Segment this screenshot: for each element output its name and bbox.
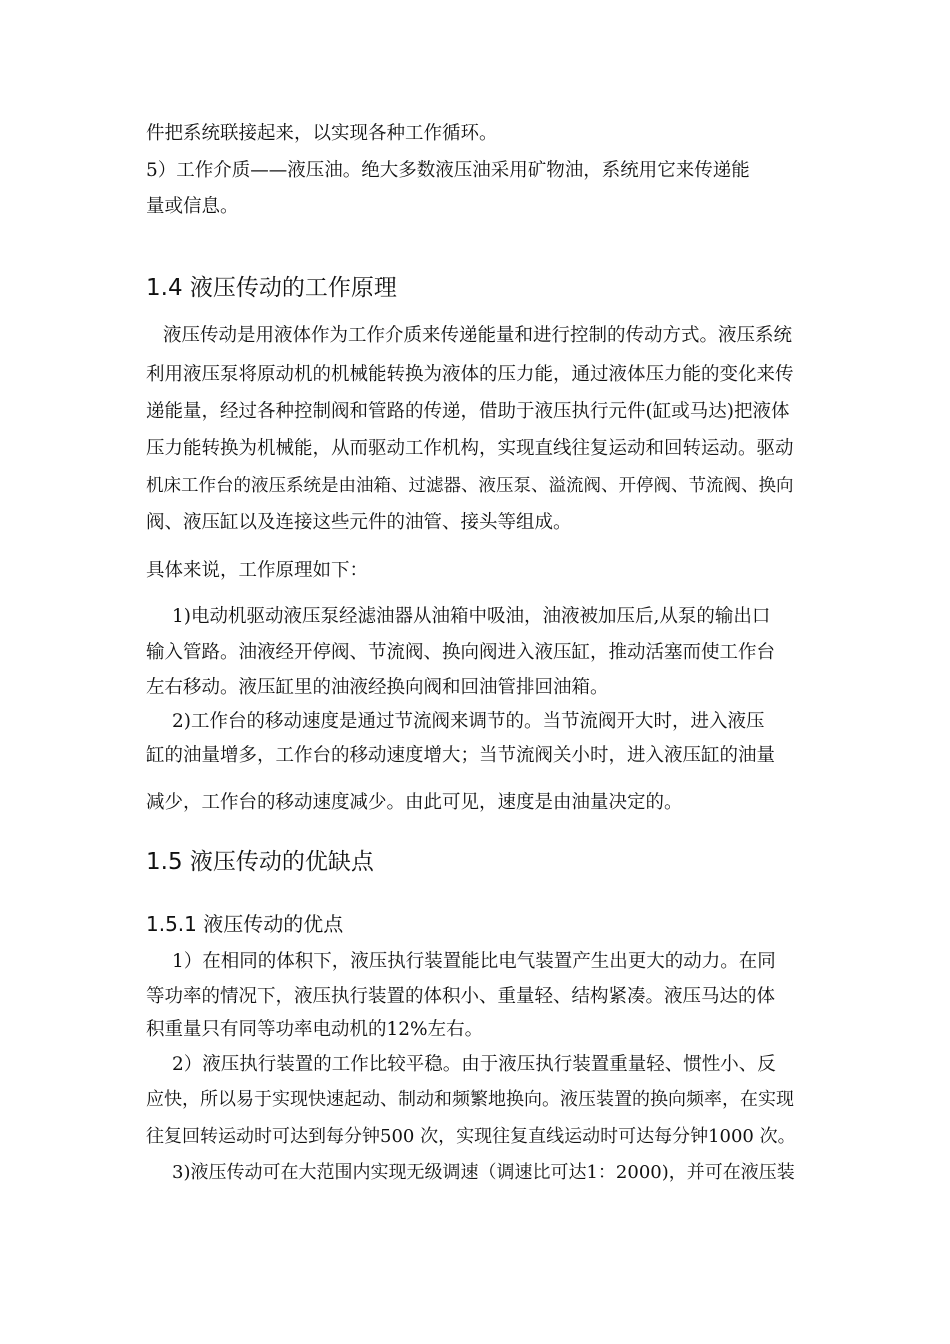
s14-p1-line-4: 压力能转换为机械能，从而驱动工作机构，实现直线往复运动和回转运动。驱动: [146, 438, 794, 459]
s151-p2-line-3: 往复回转运动时可达到每分钟500 次，实现往复直线运动时可达每分钟1000 次。: [146, 1126, 796, 1147]
s151-p1-line-2: 等功率的情况下，液压执行装置的体积小、重量轻、结构紧凑。液压马达的体: [146, 986, 776, 1007]
s14-p4-line-2: 缸的油量增多，工作台的移动速度增大；当节流阀关小时，进入液压缸的油量: [146, 745, 776, 766]
s14-p4-line-1: 2)工作台的移动速度是通过节流阀来调节的。当节流阀开大时，进入液压: [172, 711, 765, 732]
s14-p3-line-2: 输入管路。油液经开停阀、节流阀、换向阀进入液压缸，推动活塞而使工作台: [146, 642, 776, 663]
s151-p3-line-1: 3)液压传动可在大范围内实现无级调速（调速比可达1：2000)，并可在液压装: [172, 1162, 795, 1183]
s14-p4-line-3: 减少，工作台的移动速度减少。由此可见，速度是由油量决定的。: [146, 792, 683, 813]
s151-p1-line-3: 积重量只有同等功率电动机的12%左右。: [146, 1019, 484, 1040]
section-1-4-heading: 1.4 液压传动的工作原理: [146, 275, 397, 301]
s151-p2-line-1: 2）液压执行装置的工作比较平稳。由于液压执行装置重量轻、惯性小、反: [172, 1054, 776, 1075]
intro-line-1: 件把系统联接起来，以实现各种工作循环。: [146, 123, 498, 144]
intro-line-3: 量或信息。: [146, 196, 239, 217]
s14-p1-line-6: 阀、液压缸以及连接这些元件的油管、接头等组成。: [146, 512, 572, 533]
s14-p1-line-1: 液压传动是用液体作为工作介质来传递能量和进行控制的传动方式。液压系统: [163, 325, 793, 346]
s14-p3-line-1: 1)电动机驱动液压泵经滤油器从油箱中吸油，油液被加压后,从泵的输出口: [172, 606, 771, 627]
s14-p2-line: 具体来说，工作原理如下：: [146, 560, 369, 581]
s14-p1-line-5: 机床工作台的液压系统是由油箱、过滤器、液压泵、溢流阀、开停阀、节流阀、换向: [146, 476, 794, 496]
s151-p1-line-1: 1）在相同的体积下，液压执行装置能比电气装置产生出更大的动力。在同: [172, 951, 776, 972]
s14-p1-line-2: 利用液压泵将原动机的机械能转换为液体的压力能，通过液体压力能的变化来传: [146, 364, 794, 385]
intro-line-2: 5）工作介质——液压油。绝大多数液压油采用矿物油，系统用它来传递能: [146, 160, 750, 181]
s14-p3-line-3: 左右移动。液压缸里的油液经换向阀和回油管排回油箱。: [146, 677, 609, 698]
s151-p2-line-2: 应快，所以易于实现快速起动、制动和频繁地换向。液压装置的换向频率，在实现: [146, 1089, 794, 1110]
s14-p1-line-3: 递能量，经过各种控制阀和管路的传递，借助于液压执行元件(缸或马达)把液体: [146, 401, 790, 422]
section-1-5-1-heading: 1.5.1 液压传动的优点: [146, 912, 344, 936]
section-1-5-heading: 1.5 液压传动的优缺点: [146, 849, 374, 875]
